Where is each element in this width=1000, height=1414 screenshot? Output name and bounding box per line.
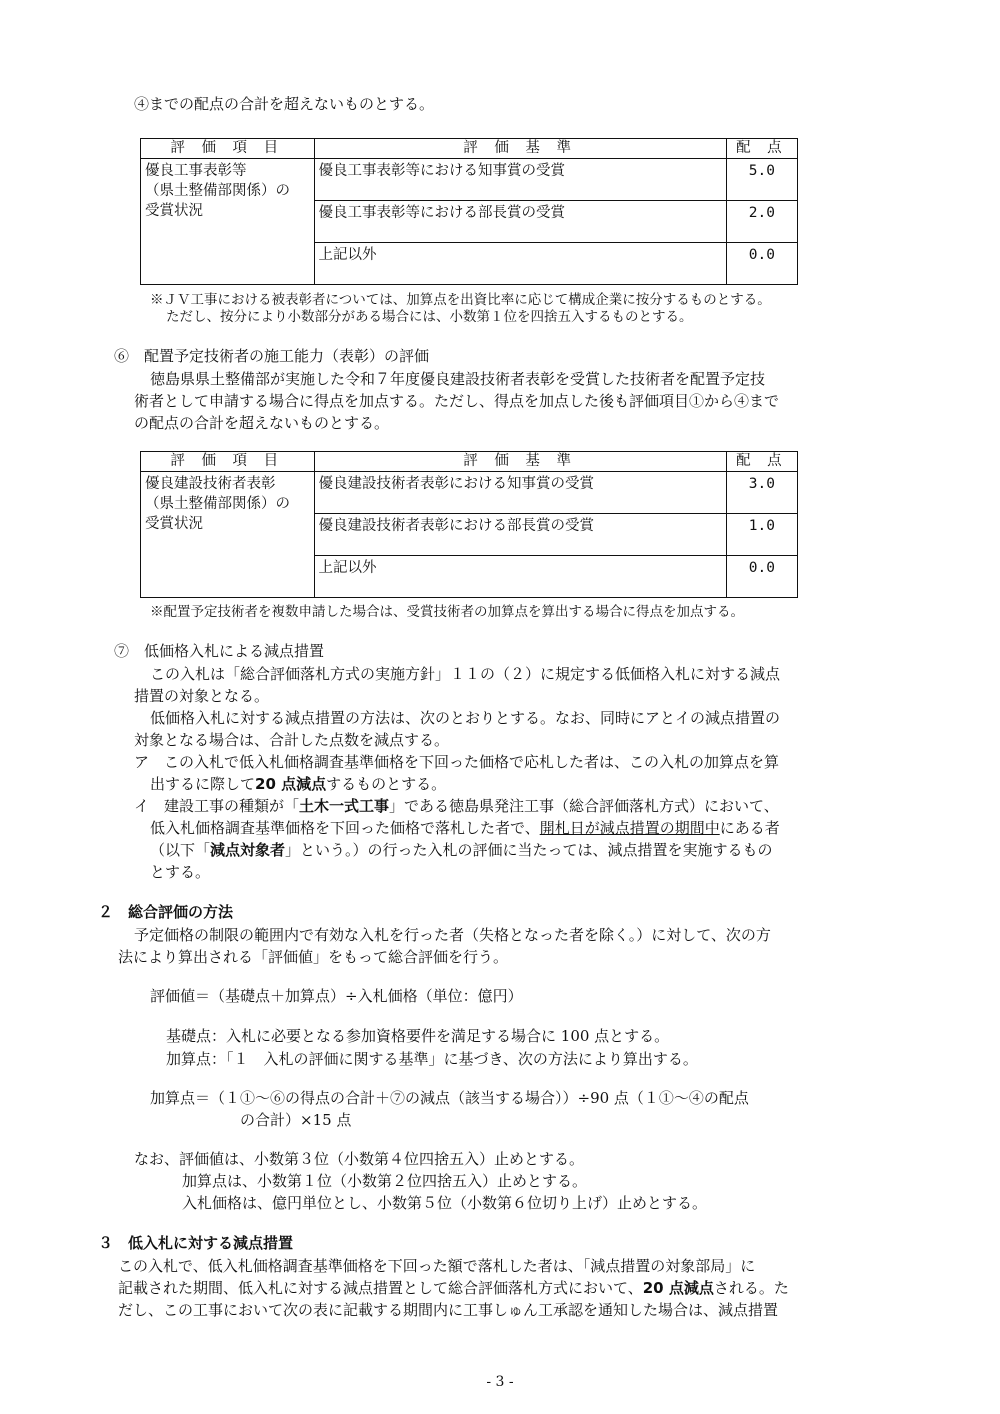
deduction-emphasis: 20 点減点: [642, 1279, 714, 1297]
section7-i-line3: （以下「減点対象者」という。）の行った入札の評価に当たっては、減点措置を実施するもの: [150, 841, 773, 859]
section7-p2-line1: 低価格入札に対する減点措置の方法は、次のとおりとする。なお、同時にアとイの減点措置の: [150, 709, 781, 727]
section3-heading: ３ 低入札に対する減点措置: [98, 1234, 294, 1252]
criteria-cell: 優良建設技術者表彰における部長賞の受賞: [314, 514, 726, 556]
header-points: 配 点: [726, 139, 797, 159]
section2-line2: 法により算出される「評価値」をもって総合評価を行う。: [118, 948, 509, 966]
section7-i-line1: イ 建設工事の種類が「土木一式工事」である徳島県発注工事（総合評価落札方式）において、: [134, 797, 779, 815]
section2-heading: ２ 総合評価の方法: [98, 903, 234, 921]
rounding-rule-2: 加算点は、小数第１位（小数第２位四捨五入）止めとする。: [182, 1172, 588, 1190]
evaluation-item: 優良工事表彰等 （県土整備部関係）の 受賞状況: [141, 159, 315, 285]
section6-heading: ⑥ 配置予定技術者の施工能力（表彰）の評価: [114, 347, 430, 365]
section3-line3: だし、この工事において次の表に記載する期間内に工事しゅん工承認を通知した場合は、減点措置: [118, 1301, 779, 1319]
criteria-cell: 優良建設技術者表彰における知事賞の受賞: [314, 472, 726, 514]
section7-a-line1: ア この入札で低入札価格調査基準価格を下回った価格で応札した者は、この入札の加算点を算: [134, 753, 780, 771]
section6-line-2: 術者として申請する場合に得点を加点する。ただし、得点を加点した後も評価項目①から④まで: [134, 392, 780, 410]
section7-p1-line2: 措置の対象となる。: [134, 687, 270, 705]
table1-note-1: ※ＪＶ工事における被表彰者については、加算点を出資比率に応じて構成企業に按分するものとする。: [150, 292, 771, 308]
section7-a-line2: 出するに際して20 点減点するものとする。: [150, 775, 447, 793]
table1-note-2: ただし、按分により小数部分がある場合には、小数第１位を四捨五入するものとする。: [166, 309, 693, 325]
section7-i-line4: とする。: [150, 863, 211, 881]
evaluation-formula: 評価値＝（基礎点＋加算点）÷入札価格（単位：億円）: [150, 987, 523, 1005]
evaluation-item: 優良建設技術者表彰 （県土整備部関係）の 受賞状況: [141, 472, 315, 598]
header-points: 配 点: [726, 452, 797, 472]
points-cell: 0.0: [726, 243, 797, 285]
work-type-emphasis: 土木一式工事: [299, 797, 390, 815]
header-criteria: 評 価 基 準: [314, 139, 726, 159]
section7-i-line2: 低入札価格調査基準価格を下回った価格で落札した者で、開札日が減点措置の期間中にある者: [150, 819, 780, 837]
criteria-cell: 上記以外: [314, 556, 726, 598]
header-criteria: 評 価 基 準: [314, 452, 726, 472]
base-points-def: 基礎点：入札に必要となる参加資格要件を満足する場合に 100 点とする。: [166, 1027, 670, 1045]
points-cell: 3.0: [726, 472, 797, 514]
section7-p1-line1: この入札は「総合評価落札方式の実施方針」１１の（２）に規定する低価格入札に対する減点: [150, 665, 781, 683]
header-item: 評 価 項 目: [141, 452, 315, 472]
section7-heading: ⑦ 低価格入札による減点措置: [114, 642, 325, 660]
rounding-rule-3: 入札価格は、億円単位とし、小数第５位（小数第６位切り上げ）止めとする。: [182, 1194, 708, 1212]
section7-p2-line2: 対象となる場合は、合計した点数を減点する。: [134, 731, 450, 749]
points-cell: 0.0: [726, 556, 797, 598]
added-points-def: 加算点：「１ 入札の評価に関する基準」に基づき、次の方法により算出する。: [166, 1050, 698, 1068]
section6-line-1: 徳島県県土整備部が実施した令和７年度優良建設技術者表彰を受賞した技術者を配置予定技: [150, 370, 766, 388]
criteria-cell: 上記以外: [314, 243, 726, 285]
added-formula-line1: 加算点＝（１①～⑥の得点の合計＋⑦の減点（該当する場合））÷90 点（１①～④の配点: [150, 1089, 749, 1107]
award-table-engineer: [140, 451, 798, 598]
section3-line1: この入札で、低入札価格調査基準価格を下回った額で落札した者は、「減点措置の対象部局」に: [118, 1257, 756, 1275]
header-item: 評 価 項 目: [141, 139, 315, 159]
period-underline: 開札日が減点措置の期間中: [539, 819, 720, 837]
intro-line: ④までの配点の合計を超えないものとする。: [134, 95, 435, 113]
criteria-cell: 優良工事表彰等における部長賞の受賞: [314, 201, 726, 243]
points-cell: 2.0: [726, 201, 797, 243]
criteria-cell: 優良工事表彰等における知事賞の受賞: [314, 159, 726, 201]
section6-line-3: の配点の合計を超えないものとする。: [134, 414, 390, 432]
rounding-rule-1: なお、評価値は、小数第３位（小数第４位四捨五入）止めとする。: [134, 1150, 585, 1168]
section3-line2: 記載された期間、低入札に対する減点措置として総合評価落札方式において、20 点減点される。た: [118, 1279, 789, 1297]
table2-note: ※配置予定技術者を複数申請した場合は、受賞技術者の加算点を算出する場合に得点を加点する。: [150, 604, 744, 620]
added-formula-line2: の合計）×15 点: [240, 1111, 352, 1129]
points-cell: 1.0: [726, 514, 797, 556]
points-cell: 5.0: [726, 159, 797, 201]
deduction-emphasis: 20 点減点: [255, 775, 327, 793]
target-emphasis: 減点対象者: [210, 841, 286, 859]
section2-line1: 予定価格の制限の範囲内で有効な入札を行った者（失格となった者を除く。）に対して、次の方: [134, 926, 771, 944]
page-number: - 3 -: [486, 1374, 514, 1390]
award-table-construction: [140, 138, 798, 285]
